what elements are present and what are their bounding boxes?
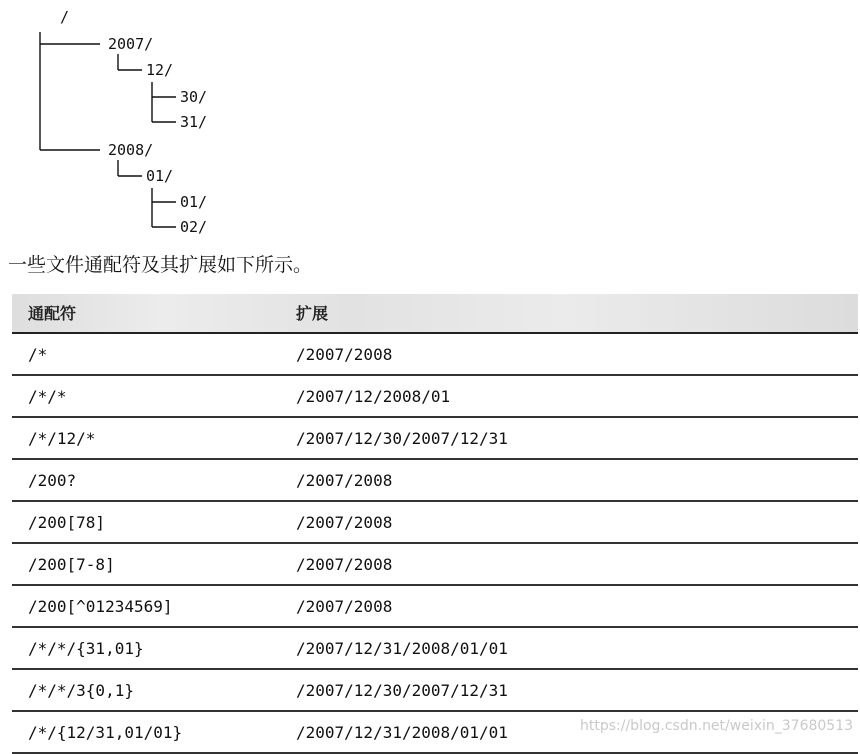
tree-node-02-day: 02/ [180, 218, 208, 236]
wildcard-cell: /*/*/{31,01} [28, 639, 144, 658]
expansion-cell: /2007/2008 [296, 597, 393, 616]
table-header [12, 294, 858, 334]
expansion-cell: /2007/2008 [296, 555, 393, 574]
tree-node-root: / [60, 8, 70, 26]
wildcard-cell: /200[7-8] [28, 555, 115, 574]
expansion-cell: /2007/12/31/2008/01/01 [296, 639, 508, 658]
table-row [12, 334, 858, 376]
tree-node-30: 30/ [180, 88, 208, 106]
tree-node-31: 31/ [180, 113, 208, 131]
expansion-cell: /2007/12/2008/01 [296, 387, 451, 406]
expansion-cell: /2007/12/30/2007/12/31 [296, 429, 508, 448]
table-body [12, 334, 858, 754]
expansion-cell: /2007/12/30/2007/12/31 [296, 681, 508, 700]
table-row [12, 502, 858, 544]
wildcard-cell: /*/{12/31,01/01} [28, 723, 183, 742]
expansion-cell: /2007/2008 [296, 345, 393, 364]
wildcard-cell: /*/* [28, 387, 67, 406]
tree-node-2008: 2008/ [108, 141, 154, 159]
wildcard-cell: /*/12/* [28, 429, 96, 448]
expansion-cell: /2007/2008 [296, 513, 393, 532]
tree-node-01: 01/ [146, 167, 174, 185]
watermark-url: https://blog.csdn.net/weixin_37680513 [580, 718, 854, 734]
tree-node-01-day: 01/ [180, 193, 208, 211]
header-wildcard: 通配符 [28, 304, 77, 323]
intro-sentence: 一些文件通配符及其扩展如下所示。 [8, 254, 313, 276]
wildcard-cell: /*/*/3{0,1} [28, 681, 134, 700]
wildcard-table [12, 294, 858, 754]
expansion-cell: /2007/2008 [296, 471, 393, 490]
wildcard-cell: /200[^01234569] [28, 597, 173, 616]
table-row [12, 376, 858, 418]
header-expansion: 扩展 [296, 304, 329, 323]
table-row [12, 586, 858, 628]
tree-node-12: 12/ [146, 61, 174, 79]
expansion-cell: /2007/12/31/2008/01/01 [296, 723, 508, 742]
wildcard-cell: /200[78] [28, 513, 106, 532]
table-row [12, 418, 858, 460]
table-row [12, 670, 858, 712]
table-row [12, 628, 858, 670]
wildcard-cell: /* [28, 345, 48, 364]
wildcard-cell: /200? [28, 471, 77, 490]
directory-tree [0, 0, 860, 240]
table-row [12, 460, 858, 502]
tree-node-2007: 2007/ [108, 35, 154, 53]
table-row [12, 544, 858, 586]
